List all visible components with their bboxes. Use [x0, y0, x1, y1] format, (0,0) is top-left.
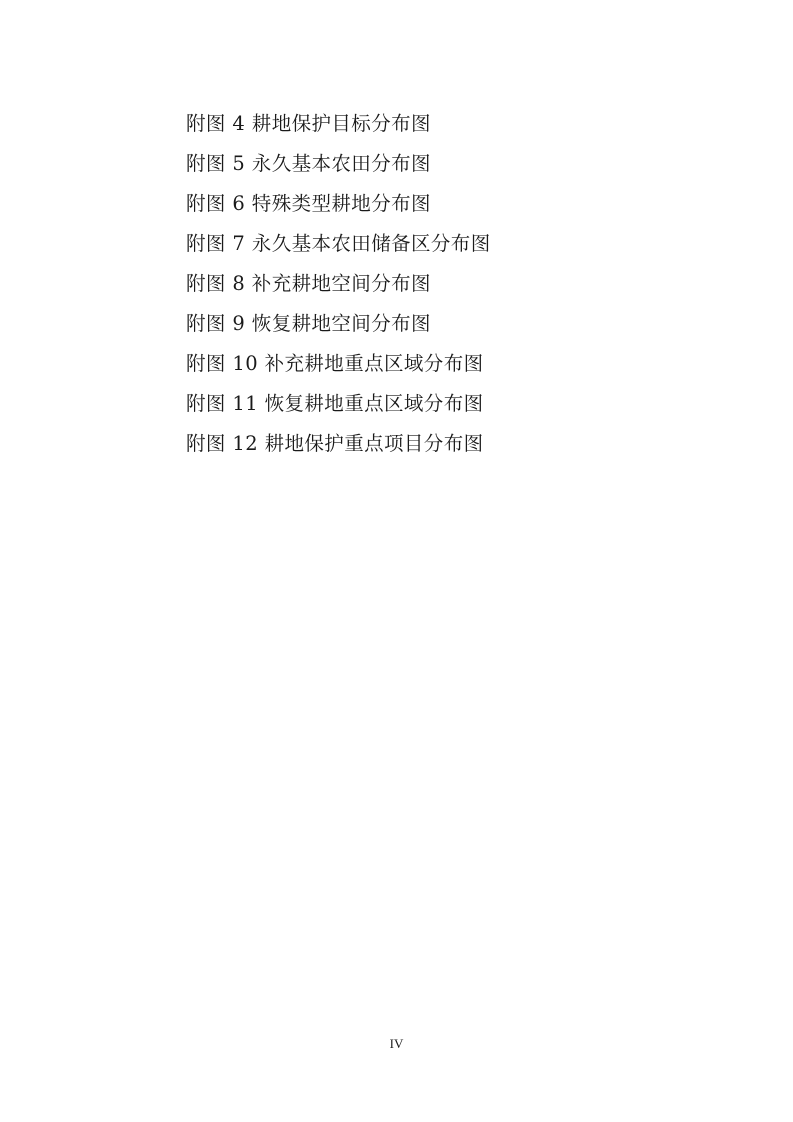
list-item: 附图 9 恢复耕地空间分布图: [186, 312, 431, 335]
list-item: 附图 7 永久基本农田储备区分布图: [186, 232, 491, 255]
table-of-contents: [186, 104, 666, 464]
page-number: IV: [389, 1036, 404, 1051]
list-item: 附图 8 补充耕地空间分布图: [186, 272, 431, 295]
list-item: 附图 11 恢复耕地重点区域分布图: [186, 392, 484, 415]
list-item: 附图 12 耕地保护重点项目分布图: [186, 432, 484, 455]
list-item: 附图 5 永久基本农田分布图: [186, 152, 431, 175]
list-item: 附图 6 特殊类型耕地分布图: [186, 192, 431, 215]
list-item: 附图 10 补充耕地重点区域分布图: [186, 352, 484, 375]
list-item: 附图 4 耕地保护目标分布图: [186, 112, 431, 135]
